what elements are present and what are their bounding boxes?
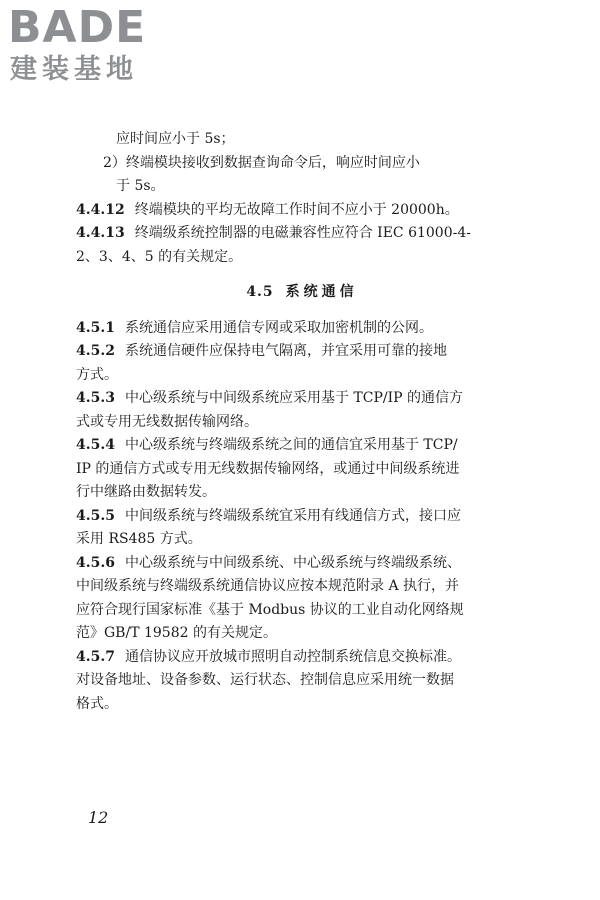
clause-number: 4.5.4 [76,437,115,453]
page-body [76,128,528,716]
section-title: 系统通信 [285,284,358,300]
clause-number: 4.5.3 [76,390,115,406]
bade-logo [8,4,178,88]
text-line: 2）终端模块接收到数据查询命令后，响应时间应小 [103,154,420,171]
text-line: 2、3、4、5 的有关规定。 [76,248,243,265]
clause-4-5-2: 4.5.2 系统通信硬件应保持电气隔离，并宜采用可靠的接地 方式。 [76,343,447,383]
clause-number: 4.5.7 [76,648,115,665]
clause-4-5-4: 4.5.4 中心级系统与终端级系统之间的通信宜采用基于 TCP/ IP 的通信方式或专用无线数据传输网络，或通过中间级系统进 行中继路由数据转发。 [76,437,460,500]
clause-number: 4.5.5 [76,507,115,524]
clause-number: 4.5.2 [76,343,115,359]
clause-4-5-6: 4.5.6 中心级系统与中间级系统、中心级系统与终端级系统、 中间级系统与终端级系统通信协议应按本规范附录 A 执行，并 应符合现行国家标准《基于 Modbus 协议的工业自动化网络规 范》GB/T 19582 的有关规定。 [76,554,464,641]
logo-wordmark: BADE [8,2,147,53]
clause-number: 4.4.12 [76,201,125,218]
clause-4-5-5: 4.5.5 中间级系统与终端级系统宜采用有线通信方式，接口应 采用 RS485 方式。 [76,507,461,547]
section-heading [76,281,528,305]
text-line: 于 5s。 [116,178,165,194]
page-number: 12 [88,808,109,827]
clause-4-5-7: 4.5.7 通信协议应开放城市照明自动控制系统信息交换标准。 对设备地址、设备参数、运行状态、控制信息应采用统一数据 格式。 [76,648,461,712]
clause-4-5-3: 4.5.3 中心级系统与中间级系统应采用基于 TCP/IP 的通信方 式或专用无线数据传输网络。 [76,390,464,430]
logo-subtitle: 建装基地 [10,54,138,85]
clause-number: 4.5.6 [76,554,115,571]
clause-4-4-12: 4.4.12 终端模块的平均无故障工作时间不应小于 20000h。 [76,201,459,218]
clause-number: 4.5.1 [76,319,115,336]
clause-4-4-13: 4.4.13 终端级系统控制器的电磁兼容性应符合 IEC 61000-4- [76,225,471,241]
text-line: 应时间应小于 5s； [116,131,235,147]
clause-4-5-1: 4.5.1 系统通信应采用通信专网或采取加密机制的公网。 [76,319,433,336]
section-number: 4.5 [246,284,274,300]
clause-number: 4.4.13 [76,225,125,241]
